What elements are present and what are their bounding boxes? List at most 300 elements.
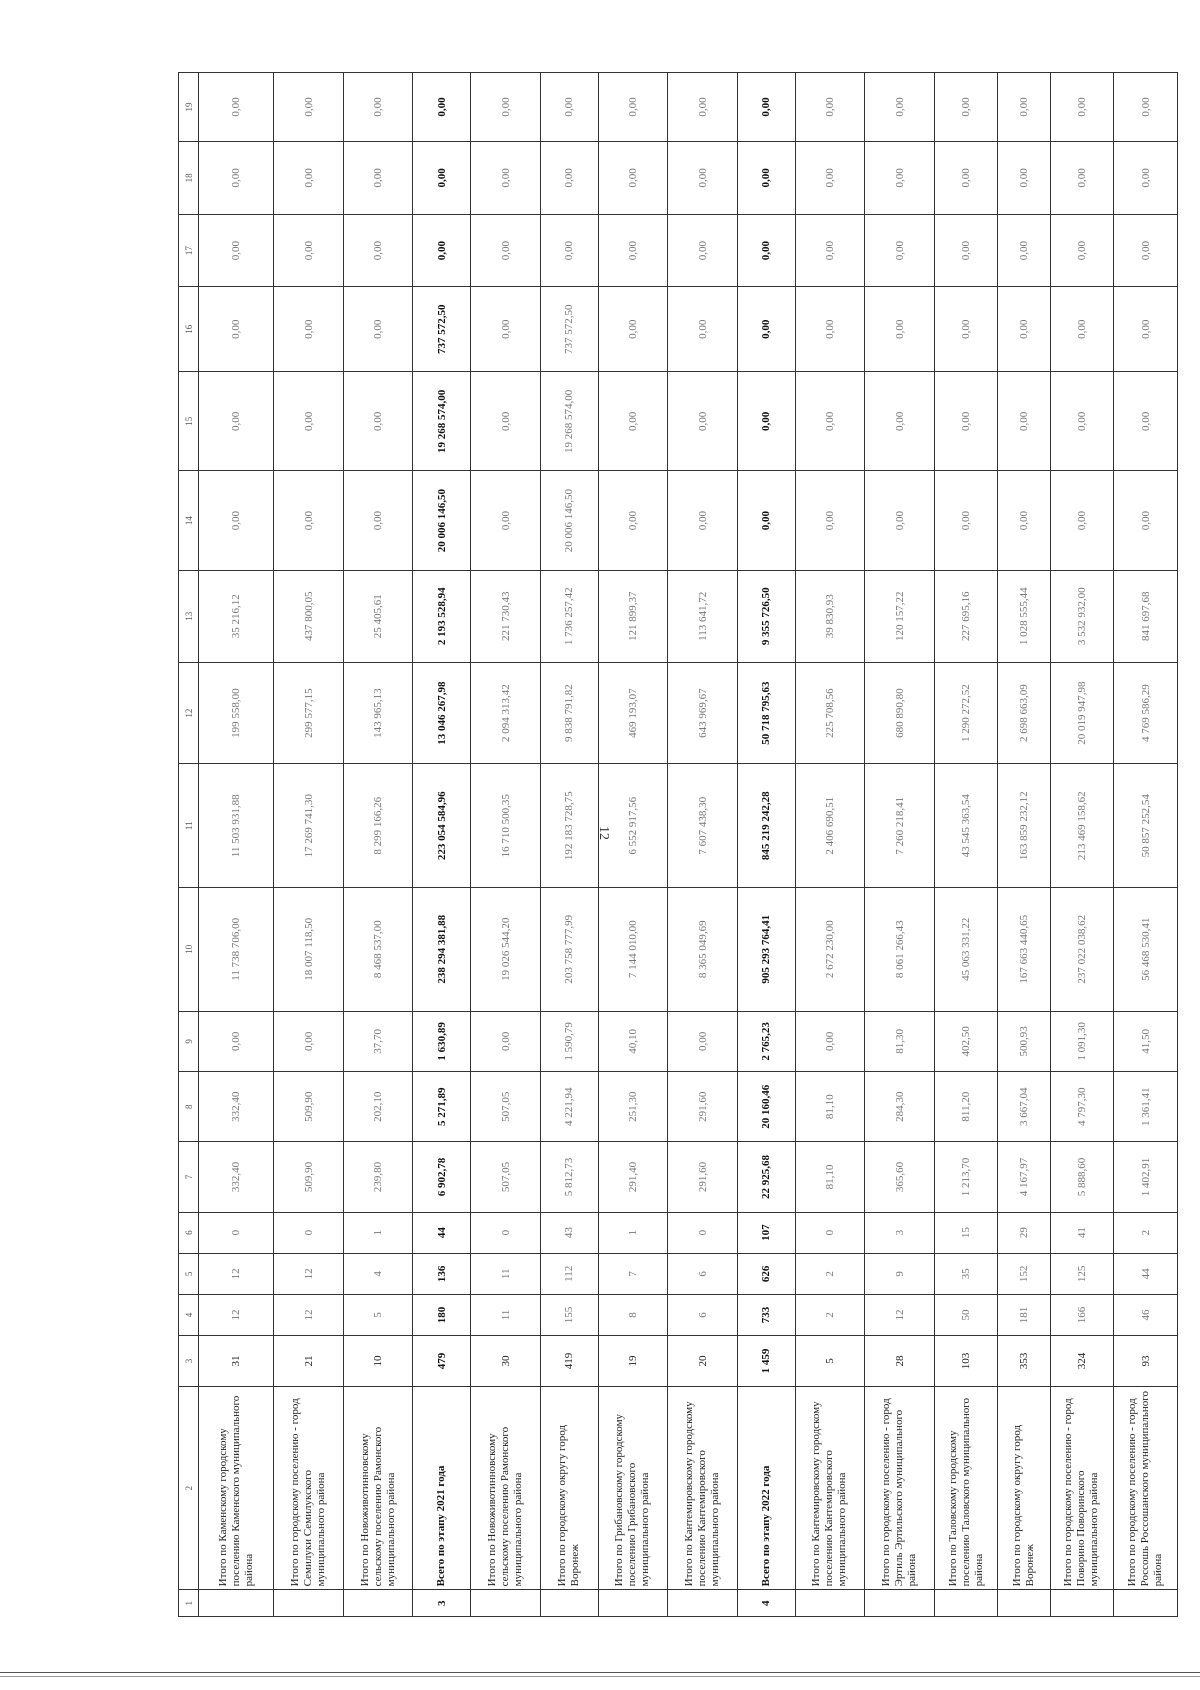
value-cell: 0,00 [668, 73, 738, 142]
value-cell: 0,00 [274, 73, 344, 142]
value-cell: 4 [343, 1253, 413, 1294]
value-cell: 0,00 [274, 372, 344, 471]
value-cell: 0,00 [998, 287, 1050, 372]
value-cell: 0,00 [471, 287, 541, 372]
value-cell: 50 718 795,63 [737, 662, 795, 764]
value-cell: 6 [668, 1253, 738, 1294]
value-cell: 1 590,79 [540, 1011, 598, 1072]
value-cell: 221 730,43 [471, 570, 541, 662]
table-body [199, 73, 1178, 1617]
value-cell: 8 061 266,43 [865, 888, 935, 1012]
value-cell: 4 167,97 [998, 1142, 1050, 1212]
value-cell: 299 577,15 [274, 662, 344, 764]
value-cell: 0,00 [1050, 73, 1114, 142]
value-cell: 845 219 242,28 [737, 764, 795, 888]
value-cell: 0 [668, 1212, 738, 1253]
value-cell: 4 769 586,29 [1114, 662, 1178, 764]
value-cell: 7 607 438,30 [668, 764, 738, 888]
column-header: 2 [179, 1386, 199, 1589]
value-cell: 0,00 [540, 73, 598, 142]
value-cell: 11 [471, 1253, 541, 1294]
value-cell: 0,00 [471, 372, 541, 471]
value-cell: 284,30 [865, 1072, 935, 1142]
value-cell: 0,00 [795, 372, 865, 471]
value-cell: 0,00 [199, 372, 274, 471]
value-cell: 0,00 [934, 73, 998, 142]
column-header: 3 [179, 1336, 199, 1387]
value-cell: 0,00 [343, 287, 413, 372]
value-cell: 0,00 [598, 214, 668, 287]
value-cell: 437 800,05 [274, 570, 344, 662]
value-cell: 19 026 544,20 [471, 888, 541, 1012]
data-table [178, 72, 1178, 1617]
value-cell: 0,00 [998, 372, 1050, 471]
value-cell: 0,00 [199, 471, 274, 570]
value-cell: 8 468 537,00 [343, 888, 413, 1012]
value-cell: 9 [865, 1253, 935, 1294]
table-row [343, 73, 413, 1617]
row-number-cell [998, 1590, 1050, 1617]
total-row [737, 73, 795, 1617]
value-cell: 0,00 [795, 73, 865, 142]
value-cell: 43 [540, 1212, 598, 1253]
value-cell: 1 402,91 [1114, 1142, 1178, 1212]
value-cell: 227 695,16 [934, 570, 998, 662]
value-cell: 225 708,56 [795, 662, 865, 764]
value-cell: 0,00 [471, 73, 541, 142]
value-cell: 103 [934, 1336, 998, 1387]
value-cell: 2 406 690,51 [795, 764, 865, 888]
value-cell: 0,00 [737, 471, 795, 570]
value-cell: 20 019 947,98 [1050, 662, 1114, 764]
column-header: 11 [179, 764, 199, 888]
value-cell: 0,00 [471, 1011, 541, 1072]
header-row [179, 73, 199, 1617]
value-cell: 0,00 [274, 214, 344, 287]
value-cell: 251,30 [598, 1072, 668, 1142]
row-number-cell [199, 1590, 274, 1617]
value-cell: 365,60 [865, 1142, 935, 1212]
value-cell: 81,10 [795, 1142, 865, 1212]
row-label-cell: Всего по этапу 2022 года [737, 1386, 795, 1589]
value-cell: 0,00 [199, 73, 274, 142]
value-cell: 19 268 574,00 [540, 372, 598, 471]
value-cell: 0,00 [1050, 142, 1114, 215]
value-cell: 46 [1114, 1294, 1178, 1335]
value-cell: 40,10 [598, 1011, 668, 1072]
value-cell: 0,00 [471, 471, 541, 570]
value-cell: 44 [413, 1212, 471, 1253]
value-cell: 0,00 [737, 287, 795, 372]
row-number-cell [668, 1590, 738, 1617]
value-cell: 121 899,37 [598, 570, 668, 662]
value-cell: 0,00 [598, 73, 668, 142]
value-cell: 12 [274, 1294, 344, 1335]
value-cell: 9 838 791,82 [540, 662, 598, 764]
value-cell: 1 736 257,42 [540, 570, 598, 662]
value-cell: 8 299 166,26 [343, 764, 413, 888]
value-cell: 0,00 [1050, 372, 1114, 471]
value-cell: 167 663 440,65 [998, 888, 1050, 1012]
value-cell: 0,00 [998, 142, 1050, 215]
value-cell: 11 503 931,88 [199, 764, 274, 888]
table-row [934, 73, 998, 1617]
value-cell: 125 [1050, 1253, 1114, 1294]
value-cell: 2 765,23 [737, 1011, 795, 1072]
value-cell: 0,00 [795, 471, 865, 570]
value-cell: 0,00 [737, 214, 795, 287]
value-cell: 0,00 [795, 1011, 865, 1072]
value-cell: 0,00 [471, 214, 541, 287]
value-cell: 0,00 [1050, 471, 1114, 570]
value-cell: 0,00 [199, 142, 274, 215]
value-cell: 1 459 [737, 1336, 795, 1387]
column-header: 19 [179, 73, 199, 142]
value-cell: 113 641,72 [668, 570, 738, 662]
value-cell: 0,00 [274, 142, 344, 215]
row-number-cell [865, 1590, 935, 1617]
value-cell: 2 [1114, 1212, 1178, 1253]
value-cell: 2 193 528,94 [413, 570, 471, 662]
value-cell: 180 [413, 1294, 471, 1335]
value-cell: 12 [274, 1253, 344, 1294]
value-cell: 20 006 146,50 [540, 471, 598, 570]
value-cell: 0,00 [1114, 214, 1178, 287]
value-cell: 0,00 [865, 471, 935, 570]
value-cell: 1 [343, 1212, 413, 1253]
value-cell: 0,00 [471, 142, 541, 215]
value-cell: 507,05 [471, 1142, 541, 1212]
value-cell: 152 [998, 1253, 1050, 1294]
table-row [668, 73, 738, 1617]
value-cell: 50 [934, 1294, 998, 1335]
value-cell: 2 094 313,42 [471, 662, 541, 764]
scan-border-line [0, 1672, 1200, 1673]
value-cell: 29 [998, 1212, 1050, 1253]
value-cell: 0,00 [274, 287, 344, 372]
value-cell: 0,00 [668, 287, 738, 372]
row-label-cell: Итого по городскому поселению - город Россошь Россошанского муниципального района [1114, 1386, 1178, 1589]
value-cell: 112 [540, 1253, 598, 1294]
value-cell: 0,00 [795, 287, 865, 372]
row-label-cell: Всего по этапу 2021 года [413, 1386, 471, 1589]
value-cell: 1 [598, 1212, 668, 1253]
value-cell: 19 268 574,00 [413, 372, 471, 471]
value-cell: 0,00 [540, 142, 598, 215]
value-cell: 41 [1050, 1212, 1114, 1253]
value-cell: 4 797,30 [1050, 1072, 1114, 1142]
value-cell: 155 [540, 1294, 598, 1335]
value-cell: 11 [471, 1294, 541, 1335]
column-header: 6 [179, 1212, 199, 1253]
row-label-cell: Итого по Каменскому городскому поселению Каменского муниципального района [199, 1386, 274, 1589]
value-cell: 12 [865, 1294, 935, 1335]
value-cell: 43 545 363,54 [934, 764, 998, 888]
value-cell: 7 144 010,00 [598, 888, 668, 1012]
value-cell: 2 698 663,09 [998, 662, 1050, 764]
value-cell: 0,00 [865, 372, 935, 471]
value-cell: 0,00 [668, 1011, 738, 1072]
value-cell: 737 572,50 [540, 287, 598, 372]
value-cell: 0,00 [998, 471, 1050, 570]
table-row [795, 73, 865, 1617]
value-cell: 0,00 [1050, 287, 1114, 372]
value-cell: 15 [934, 1212, 998, 1253]
row-number-cell: 4 [737, 1590, 795, 1617]
row-label-cell: Итого по Таловскому городскому поселению Таловского муниципального района [934, 1386, 998, 1589]
table-row [471, 73, 541, 1617]
row-label-cell: Итого по Кантемировскому городскому поселению Кантемировского муниципального района [668, 1386, 738, 1589]
value-cell: 5 [795, 1336, 865, 1387]
column-header: 16 [179, 287, 199, 372]
value-cell: 419 [540, 1336, 598, 1387]
value-cell: 20 [668, 1336, 738, 1387]
value-cell: 50 857 252,54 [1114, 764, 1178, 888]
column-header: 1 [179, 1590, 199, 1617]
value-cell: 0,00 [343, 142, 413, 215]
value-cell: 35 216,12 [199, 570, 274, 662]
value-cell: 3 [865, 1212, 935, 1253]
value-cell: 1 290 272,52 [934, 662, 998, 764]
value-cell: 39 830,93 [795, 570, 865, 662]
value-cell: 163 859 232,12 [998, 764, 1050, 888]
value-cell: 28 [865, 1336, 935, 1387]
value-cell: 5 [343, 1294, 413, 1335]
value-cell: 81,30 [865, 1011, 935, 1072]
row-number-cell [1050, 1590, 1114, 1617]
value-cell: 0,00 [998, 73, 1050, 142]
value-cell: 2 [795, 1294, 865, 1335]
row-label-cell: Итого по Грибановскому городскому поселению Грибановского муниципального района [598, 1386, 668, 1589]
value-cell: 0,00 [343, 214, 413, 287]
value-cell: 0,00 [199, 1011, 274, 1072]
value-cell: 291,40 [598, 1142, 668, 1212]
value-cell: 0,00 [343, 73, 413, 142]
value-cell: 0,00 [865, 142, 935, 215]
value-cell: 0,00 [274, 1011, 344, 1072]
row-number-cell [274, 1590, 344, 1617]
value-cell: 7 260 218,41 [865, 764, 935, 888]
value-cell: 238 294 381,88 [413, 888, 471, 1012]
value-cell: 0,00 [998, 214, 1050, 287]
value-cell: 0,00 [1114, 73, 1178, 142]
column-header: 14 [179, 471, 199, 570]
row-label-cell: Итого по городскому поселению - город Эртиль Эртильского муниципального района [865, 1386, 935, 1589]
value-cell: 3 667,04 [998, 1072, 1050, 1142]
value-cell: 19 [598, 1336, 668, 1387]
value-cell: 143 965,13 [343, 662, 413, 764]
value-cell: 7 [598, 1253, 668, 1294]
value-cell: 35 [934, 1253, 998, 1294]
value-cell: 20 006 146,50 [413, 471, 471, 570]
value-cell: 8 365 049,69 [668, 888, 738, 1012]
value-cell: 291,60 [668, 1142, 738, 1212]
row-number-cell: 3 [413, 1590, 471, 1617]
value-cell: 1 091,30 [1050, 1011, 1114, 1072]
value-cell: 332,40 [199, 1142, 274, 1212]
value-cell: 811,20 [934, 1072, 998, 1142]
value-cell: 509,90 [274, 1072, 344, 1142]
value-cell: 239,80 [343, 1142, 413, 1212]
value-cell: 0,00 [1114, 287, 1178, 372]
table-row [598, 73, 668, 1617]
value-cell: 192 183 728,75 [540, 764, 598, 888]
value-cell: 136 [413, 1253, 471, 1294]
value-cell: 37,70 [343, 1011, 413, 1072]
table-row [540, 73, 598, 1617]
value-cell: 5 812,73 [540, 1142, 598, 1212]
value-cell: 5 271,89 [413, 1072, 471, 1142]
value-cell: 0 [471, 1212, 541, 1253]
value-cell: 500,93 [998, 1011, 1050, 1072]
value-cell: 5 888,60 [1050, 1142, 1114, 1212]
value-cell: 0,00 [598, 372, 668, 471]
value-cell: 223 054 584,96 [413, 764, 471, 888]
value-cell: 31 [199, 1336, 274, 1387]
value-cell: 0,00 [668, 372, 738, 471]
scan-border-line [0, 1676, 1200, 1677]
value-cell: 737 572,50 [413, 287, 471, 372]
value-cell: 353 [998, 1336, 1050, 1387]
value-cell: 25 405,61 [343, 570, 413, 662]
row-number-cell [471, 1590, 541, 1617]
column-header: 5 [179, 1253, 199, 1294]
value-cell: 0,00 [668, 142, 738, 215]
value-cell: 21 [274, 1336, 344, 1387]
value-cell: 0 [199, 1212, 274, 1253]
value-cell: 0,00 [934, 287, 998, 372]
value-cell: 0,00 [199, 214, 274, 287]
value-cell: 0,00 [865, 73, 935, 142]
value-cell: 6 [668, 1294, 738, 1335]
row-number-cell [1114, 1590, 1178, 1617]
value-cell: 905 293 764,41 [737, 888, 795, 1012]
value-cell: 8 [598, 1294, 668, 1335]
value-cell: 626 [737, 1253, 795, 1294]
value-cell: 0,00 [795, 214, 865, 287]
value-cell: 507,05 [471, 1072, 541, 1142]
total-row [413, 73, 471, 1617]
row-label-cell: Итого по городскому округу город Воронеж [540, 1386, 598, 1589]
column-header: 8 [179, 1072, 199, 1142]
value-cell: 0,00 [540, 214, 598, 287]
value-cell: 81,10 [795, 1072, 865, 1142]
value-cell: 181 [998, 1294, 1050, 1335]
value-cell: 6 552 917,56 [598, 764, 668, 888]
value-cell: 0,00 [413, 73, 471, 142]
value-cell: 107 [737, 1212, 795, 1253]
value-cell: 0,00 [737, 142, 795, 215]
column-header: 4 [179, 1294, 199, 1335]
value-cell: 2 [795, 1253, 865, 1294]
value-cell: 202,10 [343, 1072, 413, 1142]
row-label-cell: Итого по Новоживотинновскому сельскому поселению Рамонского муниципального района [471, 1386, 541, 1589]
table-row [1114, 73, 1178, 1617]
value-cell: 1 028 555,44 [998, 570, 1050, 662]
column-header: 9 [179, 1011, 199, 1072]
row-label-cell: Итого по Новоживотинновскому сельскому поселению Рамонского муниципального района [343, 1386, 413, 1589]
value-cell: 402,50 [934, 1011, 998, 1072]
value-cell: 643 969,67 [668, 662, 738, 764]
value-cell: 9 355 726,50 [737, 570, 795, 662]
value-cell: 199 558,00 [199, 662, 274, 764]
row-number-cell [540, 1590, 598, 1617]
value-cell: 93 [1114, 1336, 1178, 1387]
row-label-cell: Итого по городскому поселению - город Поворино Поворинского муниципального района [1050, 1386, 1114, 1589]
table-row [865, 73, 935, 1617]
table-row [1050, 73, 1114, 1617]
value-cell: 0,00 [598, 142, 668, 215]
value-cell: 0,00 [199, 287, 274, 372]
value-cell: 0,00 [1114, 142, 1178, 215]
page-number: 12 [596, 826, 611, 840]
value-cell: 324 [1050, 1336, 1114, 1387]
row-number-cell [934, 1590, 998, 1617]
value-cell: 41,50 [1114, 1011, 1178, 1072]
column-header: 17 [179, 214, 199, 287]
row-label-cell: Итого по городскому округу город Воронеж [998, 1386, 1050, 1589]
value-cell: 1 213,70 [934, 1142, 998, 1212]
value-cell: 12 [199, 1253, 274, 1294]
rotated-table-container [178, 72, 1178, 1617]
value-cell: 0,00 [1050, 214, 1114, 287]
table-row [998, 73, 1050, 1617]
value-cell: 12 [199, 1294, 274, 1335]
value-cell: 1 630,89 [413, 1011, 471, 1072]
value-cell: 332,40 [199, 1072, 274, 1142]
value-cell: 20 160,46 [737, 1072, 795, 1142]
column-header: 10 [179, 888, 199, 1012]
value-cell: 0,00 [737, 73, 795, 142]
value-cell: 16 710 500,35 [471, 764, 541, 888]
value-cell: 3 532 932,00 [1050, 570, 1114, 662]
value-cell: 469 193,07 [598, 662, 668, 764]
value-cell: 120 157,22 [865, 570, 935, 662]
value-cell: 0,00 [865, 214, 935, 287]
value-cell: 0,00 [598, 471, 668, 570]
column-header: 7 [179, 1142, 199, 1212]
column-header: 12 [179, 662, 199, 764]
table-row [199, 73, 274, 1617]
value-cell: 0 [795, 1212, 865, 1253]
value-cell: 0,00 [274, 471, 344, 570]
value-cell: 0,00 [934, 142, 998, 215]
value-cell: 0,00 [865, 287, 935, 372]
row-label-cell: Итого по городскому поселению - город Семилуки Семилукского муниципального района [274, 1386, 344, 1589]
value-cell: 10 [343, 1336, 413, 1387]
row-label-cell: Итого по Кантемировскому городскому поселению Кантемировского муниципального района [795, 1386, 865, 1589]
row-number-cell [795, 1590, 865, 1617]
value-cell: 2 672 230,00 [795, 888, 865, 1012]
value-cell: 44 [1114, 1253, 1178, 1294]
value-cell: 237 022 038,62 [1050, 888, 1114, 1012]
value-cell: 0,00 [343, 372, 413, 471]
table-row [274, 73, 344, 1617]
value-cell: 213 469 158,62 [1050, 764, 1114, 888]
value-cell: 733 [737, 1294, 795, 1335]
value-cell: 17 269 741,30 [274, 764, 344, 888]
value-cell: 203 758 777,99 [540, 888, 598, 1012]
value-cell: 0 [274, 1212, 344, 1253]
value-cell: 291,60 [668, 1072, 738, 1142]
row-number-cell [598, 1590, 668, 1617]
value-cell: 0,00 [934, 372, 998, 471]
value-cell: 0,00 [598, 287, 668, 372]
value-cell: 0,00 [413, 142, 471, 215]
value-cell: 0,00 [343, 471, 413, 570]
value-cell: 0,00 [795, 142, 865, 215]
value-cell: 6 902,78 [413, 1142, 471, 1212]
